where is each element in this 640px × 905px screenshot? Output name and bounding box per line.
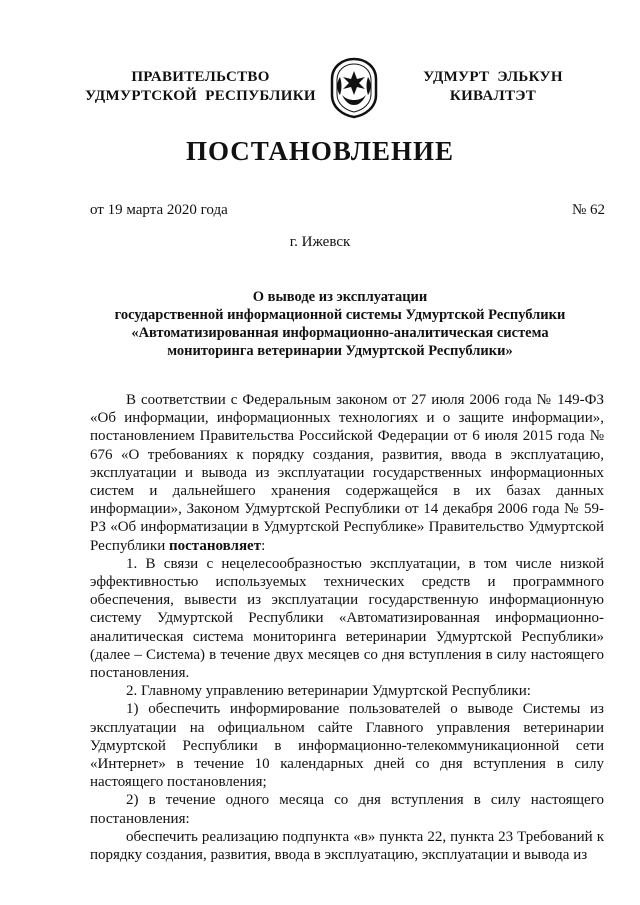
header-left-line-2: УДМУРТСКОЙ РЕСПУБЛИКИ bbox=[85, 88, 316, 104]
subject-line: «Автоматизированная информационно-аналитическая система bbox=[131, 325, 549, 341]
subject-line: мониторинга ветеринарии Удмуртской Республики» bbox=[167, 343, 513, 359]
preamble-end: : bbox=[261, 537, 266, 554]
preamble-paragraph bbox=[90, 391, 604, 555]
document-body bbox=[90, 391, 604, 864]
document-city: г. Ижевск bbox=[289, 234, 351, 250]
header-right-line-1: УДМУРТ ЭЛЬКУН bbox=[423, 69, 563, 85]
subject-line: О выводе из эксплуатации bbox=[252, 289, 428, 305]
government-name-russian bbox=[78, 68, 323, 106]
preamble-text: В соответствии с Федеральным законом от 27 июля 2006 года № 149-ФЗ «Об информации, информационных технологиях и о защите информации», постановлением Правительства Российской Федерации от 6 июля 2015 года № 676 «О требованиях к порядку создания, развития, ввода в эксплуатацию, эксплуатации и вывода из эксплуатации государственных информационных систем и дальнейшего хранения содержащейся в их базах данных информации», Законом Удмуртской Республики от 14 декабря 2006 года № 59-РЗ «Об информатизации в Удмуртской Республике» Правительство Удмуртской Республики bbox=[90, 392, 604, 554]
preamble-resolves: постановляет bbox=[169, 537, 262, 554]
government-name-udmurt bbox=[408, 68, 578, 106]
document-subject bbox=[90, 288, 590, 360]
document-number: № 62 bbox=[572, 202, 606, 218]
subject-line: государственной информационной системы Удмуртской Республики bbox=[114, 307, 566, 323]
body-paragraph: 1) обеспечить информирование пользователей о выводе Системы из эксплуатации на официальном сайте Главного управления ветеринарии Удмуртской Республики в информационно-телекоммуникационной сети «Интернет» в течение 10 календарных дней со дня вступления в силу настоящего постановления; bbox=[90, 701, 604, 791]
document-title: ПОСТАНОВЛЕНИЕ bbox=[185, 136, 455, 166]
body-paragraph: обеспечить реализацию подпункта «в» пункта 22, пункта 23 Требований к порядку создания, развития, ввода в эксплуатацию, эксплуатации и вывода из bbox=[90, 828, 604, 864]
body-paragraph: 2. Главному управлению ветеринарии Удмуртской Республики: bbox=[126, 683, 531, 700]
udmurt-coat-of-arms-icon bbox=[328, 57, 380, 119]
body-paragraph: 2) в течение одного месяца со дня вступления в силу настоящего постановления: bbox=[90, 792, 604, 827]
document-date: от 19 марта 2020 года bbox=[90, 202, 228, 218]
header-right-line-2: КИВАЛТЭТ bbox=[449, 88, 537, 104]
header-left-line-1: ПРАВИТЕЛЬСТВО bbox=[131, 69, 270, 85]
body-paragraph: 1. В связи с нецелесообразностью эксплуатации, в том числе низкой эффективностью используемых технических средств и программного обеспечения, вывести из эксплуатации государственную информационную систему Удмуртской Республики «Автоматизированная информационно-аналитическая система мониторинга ветеринарии Удмуртской Республики» (далее – Система) в течение двух месяцев со дня вступления в силу настоящего постановления. bbox=[90, 555, 604, 682]
